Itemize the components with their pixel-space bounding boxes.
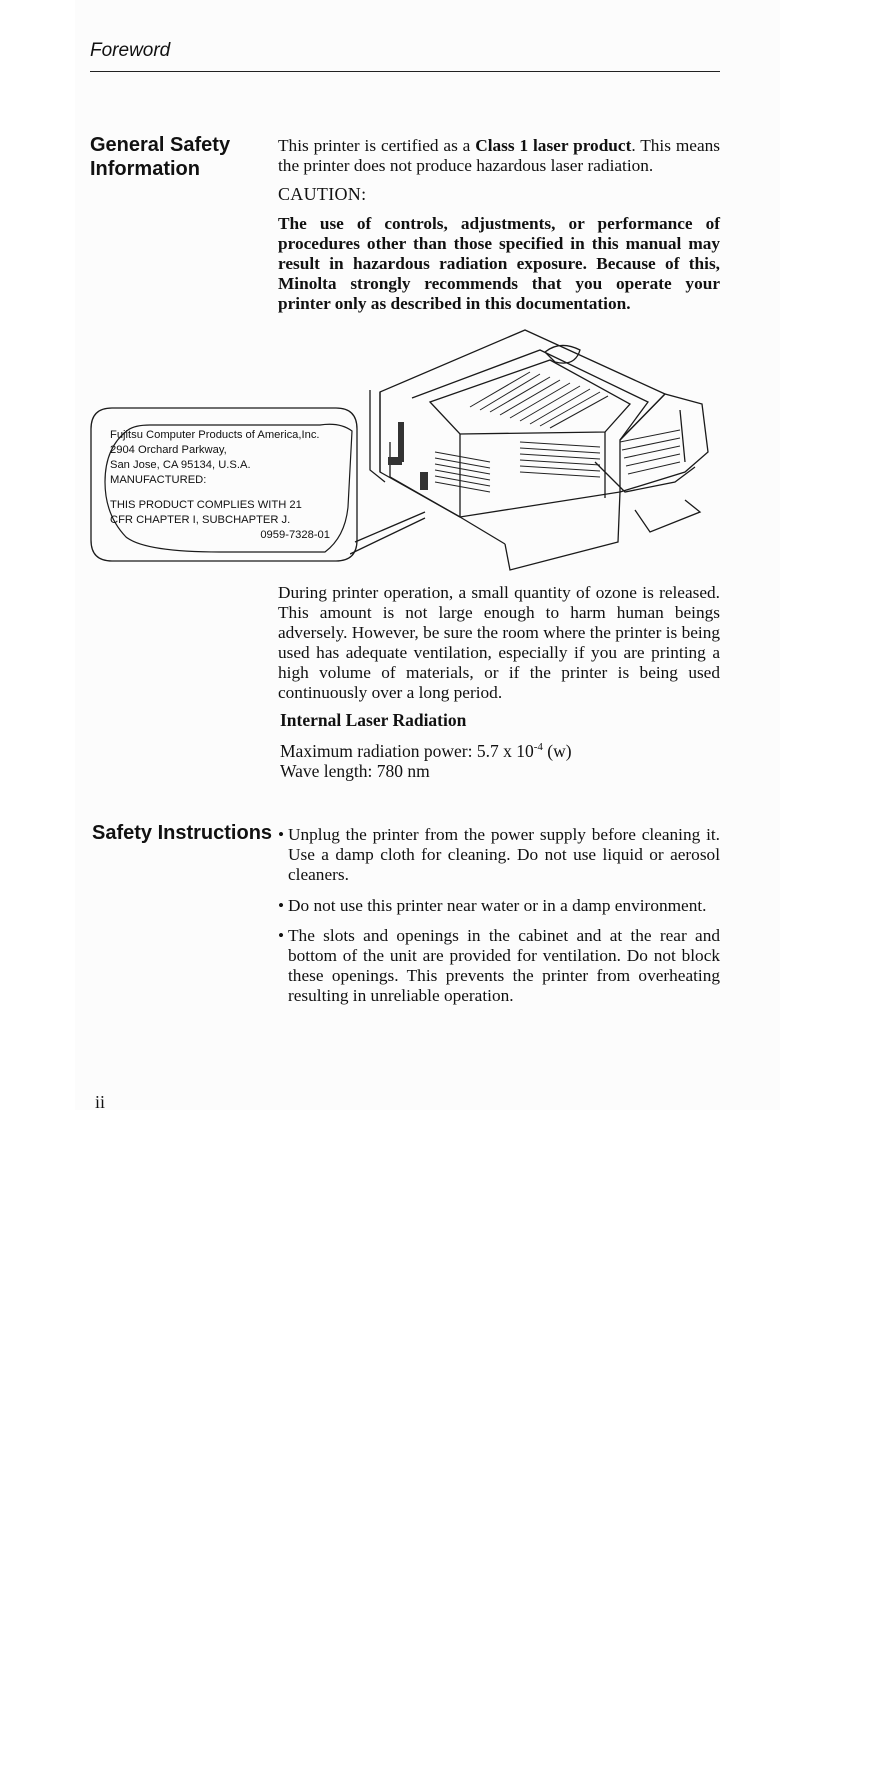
- radiation-power-exponent: -4: [533, 741, 543, 753]
- list-item: [278, 825, 720, 885]
- page-header-title: Foreword: [90, 40, 171, 61]
- intro-text-part1: This printer is certified as a: [278, 136, 476, 155]
- internal-laser-radiation-heading: Internal Laser Radiation: [280, 710, 467, 730]
- caution-text: The use of controls, adjustments, or performance of procedures other than those specified in this manual may result in hazardous radiation exposure. Because of this, Minolta strongly recommends that you operate your printer only as described in this documentation.: [278, 214, 720, 313]
- ozone-paragraph: [278, 583, 720, 703]
- list-item: [278, 896, 720, 916]
- caution-heading: CAUTION:: [278, 184, 367, 204]
- intro-text-part2: . This means the printer does not produce hazardous laser radiation.: [278, 136, 720, 175]
- max-radiation-power: [280, 741, 572, 761]
- radiation-power-unit: (w): [542, 741, 572, 761]
- label-line-manufactured: MANUFACTURED:: [110, 474, 207, 486]
- list-item: [278, 926, 720, 1006]
- caution-paragraph: [278, 214, 720, 314]
- general-safety-heading-line2: Information: [90, 158, 200, 180]
- bullet-icon: •: [278, 926, 285, 945]
- label-code: 0959-7328-01: [260, 529, 330, 541]
- ozone-text: During printer operation, a small quantity of ozone is released. This amount is not large enough to harm human beings adversely. However, be sure the room where the printer is being used has adequate ventilation, especially if you are printing a high volume of materials, or if the printer is being used continuously over a long period.: [278, 583, 720, 702]
- general-safety-heading-line1: General Safety: [90, 134, 231, 156]
- bullet-icon: •: [278, 896, 285, 915]
- safety-item-text: Do not use this printer near water or in a damp environment.: [288, 896, 707, 915]
- safety-item-text: The slots and openings in the cabinet and at the rear and bottom of the unit are provided for ventilation. Do not block these openings. This prevents the printer from overheating resulting in unreliable operation.: [288, 926, 720, 1005]
- certification-paragraph: [278, 136, 720, 176]
- label-line-cfr: CFR CHAPTER I, SUBCHAPTER J.: [110, 514, 291, 526]
- class1-emphasis: Class 1 laser product: [475, 136, 632, 155]
- page-number: ii: [95, 1092, 106, 1112]
- bullet-icon: •: [278, 825, 285, 844]
- wave-length: Wave length: 780 nm: [280, 761, 430, 781]
- radiation-power-label: Maximum radiation power: 5.7 x 10: [280, 741, 534, 761]
- product-label-text: [110, 428, 360, 543]
- label-line-company: Fujitsu Computer Products of America,Inc.: [110, 429, 320, 441]
- label-line-street: 2904 Orchard Parkway,: [110, 444, 227, 456]
- header-divider: [90, 71, 720, 72]
- label-line-city: San Jose, CA 95134, U.S.A.: [110, 459, 251, 471]
- safety-instructions-heading: Safety Instructions: [92, 822, 273, 844]
- label-line-complies: THIS PRODUCT COMPLIES WITH 21: [110, 499, 302, 511]
- printer-illustration: [350, 322, 720, 572]
- safety-item-text: Unplug the printer from the power supply before cleaning it. Use a damp cloth for cleaning. Do not use liquid or aerosol cleaners.: [288, 825, 720, 884]
- general-safety-heading: [90, 133, 230, 181]
